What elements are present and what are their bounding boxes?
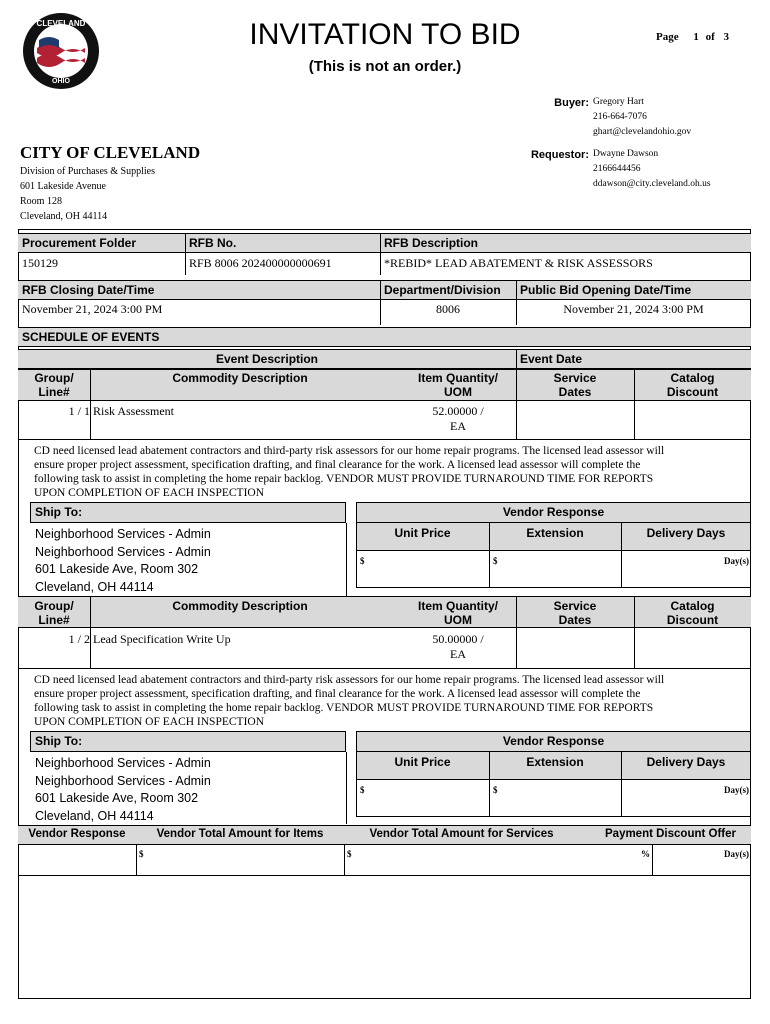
- qty-header-1: Item Quantity/: [417, 599, 498, 613]
- page-total: 3: [723, 31, 730, 43]
- item1-desc-line3: following task to assist in completing the home repair backlog. VENDOR MUST PROVIDE TURNAROUND TIME FOR REPORTS: [34, 473, 654, 485]
- item2-line: 1 / 2: [68, 632, 90, 646]
- rfb-description-label: RFB Description: [384, 236, 479, 250]
- event-description-label: Event Description: [215, 352, 319, 366]
- item1-ship-address: [35, 526, 211, 596]
- item1-ship1: Neighborhood Services - Admin: [35, 527, 211, 541]
- item1-service-header: [516, 371, 634, 399]
- item1-ship3: 601 Lakeside Ave, Room 302: [35, 562, 199, 576]
- item1-description: [34, 444, 734, 500]
- requestor-email[interactable]: ddawson@city.cleveland.oh.us: [593, 179, 711, 189]
- closing-label: RFB Closing Date/Time: [22, 283, 155, 297]
- svg-text:OHIO: OHIO: [52, 78, 70, 85]
- buyer-info: [593, 95, 691, 140]
- page-label: Page: [656, 31, 679, 43]
- item1-delivery-days-label: Delivery Days: [646, 526, 726, 540]
- catalog-header-2: Discount: [666, 385, 719, 399]
- footer-items-currency[interactable]: $: [139, 849, 144, 859]
- issuer-line4: Cleveland, OH 44114: [20, 211, 108, 222]
- footer-discount-days[interactable]: Day(s): [724, 849, 749, 859]
- item1-ship4: Cleveland, OH 44114: [35, 579, 154, 594]
- item2-ship3: 601 Lakeside Ave, Room 302: [35, 791, 199, 805]
- item1-qty-value: 52.00000 /: [432, 404, 484, 418]
- item2-commodity-header: Commodity Description: [172, 599, 308, 613]
- requestor-name: Dwayne Dawson: [593, 149, 659, 159]
- department-value: 8006: [436, 302, 460, 316]
- footer-services-currency[interactable]: $: [347, 849, 352, 859]
- item2-qty-value: 50.00000 /: [432, 632, 484, 646]
- buyer-email[interactable]: ghart@clevelandohio.gov: [593, 127, 692, 137]
- opening-value: November 21, 2024 3:00 PM: [563, 302, 704, 316]
- item2-ship-to-label: Ship To:: [35, 734, 83, 748]
- catalog-header-1: Catalog: [670, 599, 715, 613]
- group-line-header-2: Line#: [38, 385, 70, 399]
- item1-unit-price-currency[interactable]: $: [360, 556, 365, 566]
- issuer-line1: Division of Purchases & Supplies: [20, 166, 155, 177]
- issuer-line3: Room 128: [20, 196, 62, 207]
- item1-desc-line4: UPON COMPLETION OF EACH INSPECTION: [34, 487, 265, 499]
- buyer-phone: 216-664-7076: [593, 112, 647, 122]
- item2-desc-line2: ensure proper project assessment, specification drafting, and final clearance for the work. A licensed lead assessor will complete the: [34, 688, 641, 700]
- page-of: of: [705, 31, 715, 43]
- item1-group-line-header: [18, 371, 90, 399]
- document-subtitle: (This is not an order.): [308, 58, 462, 75]
- item2-commodity: Lead Specification Write Up: [93, 632, 231, 646]
- group-line-header-1: Group/: [34, 371, 74, 385]
- item1-vendor-response-label: Vendor Response: [502, 505, 605, 519]
- item1-desc-line1: CD need licensed lead abatement contractors and third-party risk assessors for our home repair programs. The licensed lead assessor will: [34, 445, 665, 457]
- footer-discount-label: Payment Discount Offer: [605, 828, 736, 840]
- service-header-2: Dates: [558, 385, 592, 399]
- item2-unit-price-currency[interactable]: $: [360, 785, 365, 795]
- svg-text:CLEVELAND: CLEVELAND: [36, 19, 86, 28]
- issuer-line2: 601 Lakeside Avenue: [20, 181, 106, 192]
- item2-uom: EA: [450, 647, 466, 661]
- issuer-address: [20, 164, 155, 224]
- department-label: Department/Division: [384, 283, 501, 297]
- item1-commodity: Risk Assessment: [93, 404, 175, 418]
- buyer-name: Gregory Hart: [593, 97, 644, 107]
- group-line-header-1: Group/: [34, 599, 74, 613]
- service-header-2: Dates: [558, 613, 592, 627]
- item1-ship2: Neighborhood Services - Admin: [35, 544, 211, 559]
- item2-delivery-days-unit[interactable]: Day(s): [724, 785, 749, 795]
- footer-discount-percent[interactable]: %: [641, 849, 650, 859]
- item1-commodity-header: Commodity Description: [172, 371, 308, 385]
- requestor-info: [593, 147, 711, 192]
- item1-unit-price-label: Unit Price: [394, 526, 451, 540]
- item1-desc-line2: ensure proper project assessment, specification drafting, and final clearance for the work. A licensed lead assessor will complete the: [34, 459, 641, 471]
- rfb-no-label: RFB No.: [189, 236, 237, 250]
- item2-service-header: [516, 599, 634, 627]
- item1-ship-to-label: Ship To:: [35, 505, 83, 519]
- qty-header-2: UOM: [444, 613, 472, 627]
- service-header-1: Service: [553, 599, 597, 613]
- item1-uom: EA: [450, 419, 466, 433]
- rfb-description-value: *REBID* LEAD ABATEMENT & RISK ASSESSORS: [384, 256, 653, 270]
- qty-header-2: UOM: [444, 385, 472, 399]
- item2-extension-currency[interactable]: $: [493, 785, 498, 795]
- schedule-label: SCHEDULE OF EVENTS: [22, 330, 160, 344]
- issuer-name: CITY OF CLEVELAND: [20, 143, 201, 162]
- item2-ship1: Neighborhood Services - Admin: [35, 756, 211, 770]
- item2-qty: [400, 632, 516, 662]
- item2-ship-address: [35, 755, 211, 825]
- item2-catalog-header: [634, 599, 751, 627]
- footer-total-services-label: Vendor Total Amount for Services: [369, 828, 554, 840]
- document-title: INVITATION TO BID: [249, 18, 521, 51]
- procurement-folder-value: 150129: [22, 256, 58, 270]
- footer-vendor-response-label: Vendor Response: [28, 828, 126, 840]
- closing-value: November 21, 2024 3:00 PM: [22, 302, 163, 316]
- page-indicator: [656, 31, 729, 43]
- qty-header-1: Item Quantity/: [417, 371, 498, 385]
- buyer-label: Buyer:: [554, 97, 589, 109]
- item2-unit-price-label: Unit Price: [394, 755, 451, 769]
- item1-delivery-days-unit[interactable]: Day(s): [724, 556, 749, 566]
- item2-description: [34, 673, 734, 729]
- item1-qty: [400, 404, 516, 434]
- item2-delivery-days-label: Delivery Days: [646, 755, 726, 769]
- item2-extension-label: Extension: [526, 755, 584, 769]
- item1-line: 1 / 1: [68, 404, 90, 418]
- item2-desc-line1: CD need licensed lead abatement contractors and third-party risk assessors for our home repair programs. The licensed lead assessor will: [34, 674, 665, 686]
- requestor-phone: 2166644456: [593, 164, 641, 174]
- event-date-label: Event Date: [520, 352, 583, 366]
- item2-desc-line4: UPON COMPLETION OF EACH INSPECTION: [34, 716, 265, 728]
- item2-qty-header: [400, 599, 516, 627]
- footer-total-items-label: Vendor Total Amount for Items: [156, 828, 324, 840]
- item1-extension-label: Extension: [526, 526, 584, 540]
- rfb-no-value: RFB 8006 202400000000691: [189, 256, 332, 270]
- opening-label: Public Bid Opening Date/Time: [520, 283, 692, 297]
- item2-desc-line3: following task to assist in completing the home repair backlog. VENDOR MUST PROVIDE TURNAROUND TIME FOR REPORTS: [34, 702, 654, 714]
- item1-catalog-header: [634, 371, 751, 399]
- catalog-header-1: Catalog: [670, 371, 715, 385]
- catalog-header-2: Discount: [666, 613, 719, 627]
- item2-ship2: Neighborhood Services - Admin: [35, 773, 211, 788]
- item2-vendor-response-label: Vendor Response: [502, 734, 605, 748]
- item1-extension-currency[interactable]: $: [493, 556, 498, 566]
- item1-qty-header: [400, 371, 516, 399]
- item2-ship4: Cleveland, OH 44114: [35, 808, 154, 823]
- requestor-label: Requestor:: [530, 149, 589, 161]
- group-line-header-2: Line#: [38, 613, 70, 627]
- item2-group-line-header: [18, 599, 90, 627]
- service-header-1: Service: [553, 371, 597, 385]
- page-number: 1: [693, 31, 699, 43]
- procurement-folder-label: Procurement Folder: [22, 236, 137, 250]
